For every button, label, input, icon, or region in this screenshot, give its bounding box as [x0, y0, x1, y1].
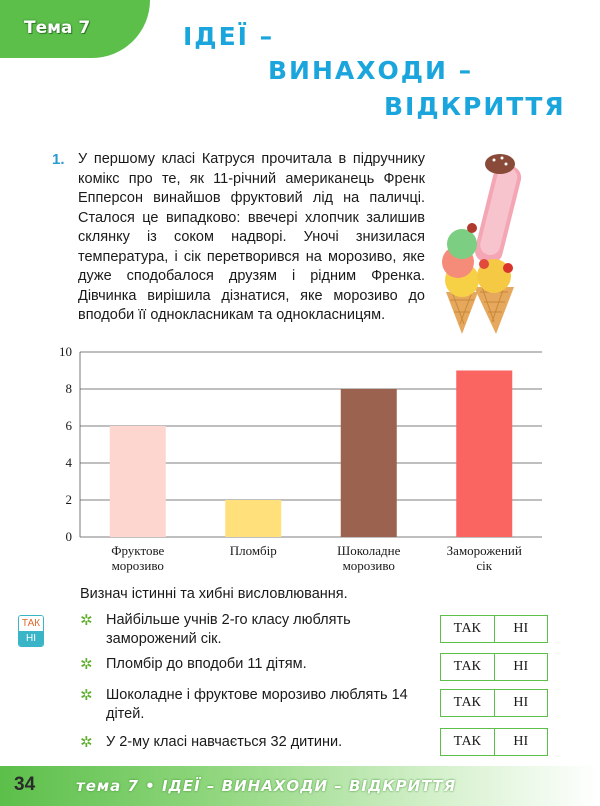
statement-2-answer — [440, 653, 548, 681]
question-text: Визнач істинні та хибні висловлювання. — [80, 586, 348, 602]
chart-x-tick-label: Фруктове морозиво — [111, 543, 165, 573]
statement-2-yes-option[interactable]: ТАК — [441, 654, 495, 680]
chart-bar — [341, 389, 397, 537]
statement-1-text: Найбільше учнів 2-го класу люблять заморожений сік. — [106, 612, 351, 647]
chart-y-tick-labels — [59, 344, 73, 544]
statement-1-answer — [440, 615, 548, 643]
theme-label: Тема 7 — [24, 18, 91, 38]
chart-y-tick-label: 2 — [65, 492, 72, 507]
chart-y-tick-label: 10 — [59, 344, 72, 359]
statement-3-answer — [440, 689, 548, 717]
badge-false-label: НІ — [19, 632, 43, 646]
chart-y-tick-label: 6 — [65, 418, 72, 433]
statement-4-no-option[interactable]: НІ — [513, 734, 529, 749]
chart-x-tick-labels — [111, 543, 522, 573]
ice-cream-bar-chart — [50, 340, 550, 580]
statement-3-yes-option[interactable]: ТАК — [441, 690, 495, 716]
task-text: У першому класі Катруся прочитала в підручнику комікс про те, як 11-річний американець Френк Епперсон винайшов фруктовий лід на паличці. Сталося це випадково: ввечері хлопчик залишив склянку із соком надворі. Уночі знизилася температура, і сік перетворився на морозиво, яке дуже сподобалося друзям і рідним Френка. Дівчинка вирішила дізнатися, яке морозиво до вподоби її однокласникам та однокласницям. — [78, 151, 425, 323]
chart-bar — [225, 500, 281, 537]
page-title-line-1: ІДЕЇ – — [183, 22, 275, 51]
statement-2-text: Пломбір до вподоби 11 дітям. — [106, 656, 307, 672]
badge-true-label: ТАК — [19, 616, 43, 632]
chart-bar — [456, 371, 512, 538]
page-number: 34 — [14, 774, 36, 795]
statement-4-text: У 2-му класі навчається 32 дитини. — [106, 734, 343, 750]
statement-3-no-option[interactable]: НІ — [513, 695, 529, 710]
page-title-line-3: ВІДКРИТТЯ — [384, 92, 566, 121]
chart-y-tick-label: 4 — [65, 455, 72, 470]
chart-y-tick-label: 8 — [65, 381, 72, 396]
task-number: 1. — [52, 151, 65, 168]
chart-x-tick-label: Шоколадне морозиво — [337, 543, 401, 573]
star-bullet-icon: ✲ — [80, 612, 93, 629]
chart-bar — [110, 426, 166, 537]
star-bullet-icon: ✲ — [80, 687, 93, 704]
statement-4-yes-option[interactable]: ТАК — [441, 729, 495, 755]
star-bullet-icon: ✲ — [80, 734, 93, 751]
statement-1-no-option[interactable]: НІ — [513, 621, 529, 636]
chart-x-tick-label: Заморожений сік — [446, 543, 522, 573]
page-title-line-2: ВИНАХОДИ – — [268, 56, 474, 85]
chart-y-tick-label: 0 — [65, 529, 72, 544]
statement-3-text: Шоколадне і фруктове морозиво люблять 14 дітей. — [106, 687, 408, 722]
chart-bars — [110, 371, 513, 538]
statement-1-yes-option[interactable]: ТАК — [441, 616, 495, 642]
statement-4-answer — [440, 728, 548, 756]
footer-running-title: тема 7 • ІДЕЇ – ВИНАХОДИ – ВІДКРИТТЯ — [76, 777, 457, 795]
true-false-badge — [18, 615, 44, 647]
ice-cream-icon — [432, 152, 532, 337]
star-bullet-icon: ✲ — [80, 656, 93, 673]
statement-2-no-option[interactable]: НІ — [513, 659, 529, 674]
chart-x-tick-label: Пломбір — [229, 543, 277, 558]
